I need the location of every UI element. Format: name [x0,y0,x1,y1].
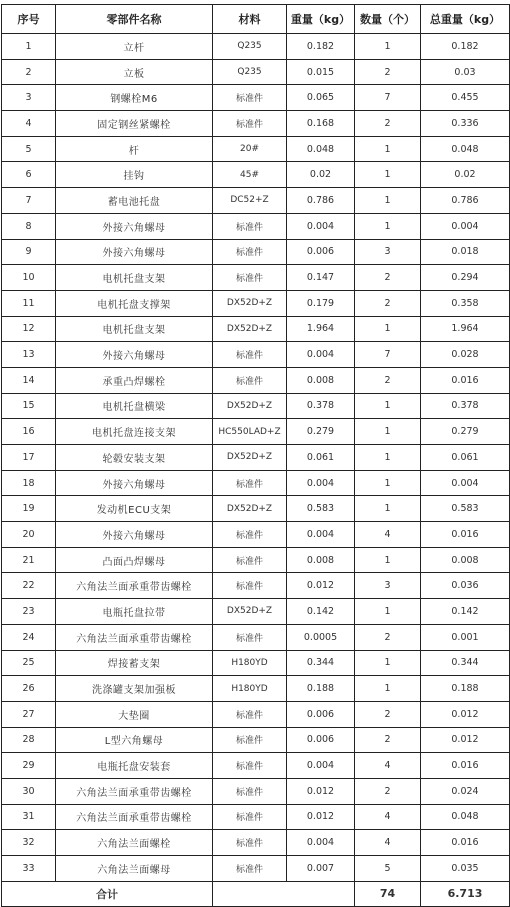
cell-index: 3 [2,85,56,111]
cell-part-name: 外接六角螺母 [56,342,213,368]
cell-index: 4 [2,111,56,137]
cell-unit-weight: 0.006 [287,727,355,753]
cell-material: DX52D+Z [213,393,287,419]
cell-material: DX52D+Z [213,496,287,522]
table-header-row [2,5,510,34]
cell-unit-weight: 0.061 [287,445,355,471]
cell-index: 11 [2,290,56,316]
cell-index: 5 [2,136,56,162]
cell-total-weight: 0.344 [421,650,510,676]
cell-total-weight: 0.012 [421,727,510,753]
table-row [2,316,510,342]
cell-index: 13 [2,342,56,368]
table-row [2,239,510,265]
cell-total-weight: 0.336 [421,111,510,137]
cell-quantity: 2 [355,59,421,85]
cell-index: 30 [2,778,56,804]
cell-material: 标准件 [213,573,287,599]
cell-index: 8 [2,213,56,239]
cell-part-name: 电机托盘支架 [56,316,213,342]
cell-part-name: 外接六角螺母 [56,470,213,496]
cell-material: 标准件 [213,547,287,573]
cell-index: 9 [2,239,56,265]
cell-quantity: 2 [355,111,421,137]
cell-index: 14 [2,367,56,393]
cell-part-name: 杆 [56,136,213,162]
table-row [2,522,510,548]
cell-quantity: 1 [355,496,421,522]
cell-part-name: 外接六角螺母 [56,522,213,548]
cell-total-weight: 0.024 [421,778,510,804]
cell-index: 1 [2,34,56,60]
cell-material: 标准件 [213,856,287,882]
table-row [2,59,510,85]
cell-total-weight: 0.004 [421,470,510,496]
cell-quantity: 1 [355,213,421,239]
total-blank [213,881,355,906]
cell-unit-weight: 0.065 [287,85,355,111]
cell-quantity: 7 [355,342,421,368]
cell-part-name: 轮毂安装支架 [56,445,213,471]
table-body [2,34,510,882]
cell-part-name: 六角法兰面承重带齿螺栓 [56,624,213,650]
cell-part-name: 电机托盘支架 [56,265,213,291]
header-unit-weight: 重量（kg） [287,5,355,34]
table-row [2,136,510,162]
cell-index: 26 [2,676,56,702]
cell-index: 27 [2,701,56,727]
cell-material: 标准件 [213,470,287,496]
parts-weight-table [1,4,510,907]
cell-quantity: 1 [355,393,421,419]
table-row [2,830,510,856]
cell-part-name: 大垫圈 [56,701,213,727]
cell-unit-weight: 0.004 [287,470,355,496]
table-row [2,547,510,573]
cell-index: 17 [2,445,56,471]
cell-quantity: 1 [355,136,421,162]
cell-quantity: 2 [355,727,421,753]
cell-unit-weight: 0.006 [287,701,355,727]
cell-total-weight: 0.016 [421,753,510,779]
cell-total-weight: 0.583 [421,496,510,522]
cell-quantity: 2 [355,367,421,393]
cell-index: 19 [2,496,56,522]
cell-part-name: 钢螺栓M6 [56,85,213,111]
cell-index: 31 [2,804,56,830]
cell-index: 18 [2,470,56,496]
cell-material: H180YD [213,650,287,676]
cell-part-name: 外接六角螺母 [56,239,213,265]
cell-unit-weight: 0.378 [287,393,355,419]
cell-unit-weight: 1.964 [287,316,355,342]
cell-part-name: 凸面凸焊螺母 [56,547,213,573]
cell-quantity: 2 [355,701,421,727]
cell-quantity: 5 [355,856,421,882]
cell-total-weight: 0.358 [421,290,510,316]
cell-total-weight: 0.012 [421,701,510,727]
cell-index: 16 [2,419,56,445]
cell-total-weight: 0.048 [421,136,510,162]
cell-unit-weight: 0.012 [287,804,355,830]
cell-material: 标准件 [213,239,287,265]
cell-part-name: 立板 [56,59,213,85]
cell-quantity: 1 [355,419,421,445]
cell-quantity: 4 [355,522,421,548]
cell-quantity: 7 [355,85,421,111]
cell-part-name: 挂钩 [56,162,213,188]
cell-quantity: 4 [355,753,421,779]
total-quantity: 74 [355,881,421,906]
cell-material: DX52D+Z [213,290,287,316]
cell-material: 标准件 [213,522,287,548]
cell-quantity: 1 [355,188,421,214]
cell-material: 45# [213,162,287,188]
table-row [2,111,510,137]
cell-quantity: 1 [355,650,421,676]
table-row [2,624,510,650]
table-row [2,496,510,522]
cell-quantity: 4 [355,830,421,856]
cell-material: HC550LAD+Z [213,419,287,445]
cell-material: 标准件 [213,804,287,830]
cell-unit-weight: 0.008 [287,547,355,573]
cell-unit-weight: 0.188 [287,676,355,702]
cell-index: 15 [2,393,56,419]
cell-material: 标准件 [213,213,287,239]
table-row [2,856,510,882]
cell-index: 33 [2,856,56,882]
cell-index: 22 [2,573,56,599]
cell-material: Q235 [213,59,287,85]
cell-unit-weight: 0.182 [287,34,355,60]
cell-unit-weight: 0.168 [287,111,355,137]
cell-index: 10 [2,265,56,291]
cell-quantity: 2 [355,624,421,650]
cell-total-weight: 0.03 [421,59,510,85]
header-part-name: 零部件名称 [56,5,213,34]
cell-part-name: 六角法兰面螺栓 [56,830,213,856]
cell-index: 23 [2,599,56,625]
table-row [2,573,510,599]
cell-index: 20 [2,522,56,548]
table-row [2,419,510,445]
cell-unit-weight: 0.004 [287,522,355,548]
table-row [2,188,510,214]
cell-index: 25 [2,650,56,676]
cell-unit-weight: 0.786 [287,188,355,214]
header-material: 材料 [213,5,287,34]
cell-total-weight: 1.964 [421,316,510,342]
cell-unit-weight: 0.142 [287,599,355,625]
cell-total-weight: 0.016 [421,522,510,548]
table-row [2,265,510,291]
table-row [2,753,510,779]
cell-part-name: 电机托盘横梁 [56,393,213,419]
cell-part-name: 焊接蓄支架 [56,650,213,676]
cell-total-weight: 0.061 [421,445,510,471]
cell-quantity: 1 [355,162,421,188]
cell-total-weight: 0.004 [421,213,510,239]
cell-quantity: 1 [355,470,421,496]
cell-total-weight: 0.378 [421,393,510,419]
cell-material: DX52D+Z [213,599,287,625]
cell-material: 标准件 [213,753,287,779]
cell-quantity: 1 [355,445,421,471]
table-row [2,85,510,111]
cell-material: 标准件 [213,111,287,137]
cell-total-weight: 0.008 [421,547,510,573]
table-row [2,676,510,702]
cell-unit-weight: 0.004 [287,213,355,239]
cell-material: DX52D+Z [213,316,287,342]
header-total-weight: 总重量（kg） [421,5,510,34]
cell-quantity: 2 [355,265,421,291]
cell-index: 2 [2,59,56,85]
cell-part-name: 电瓶托盘安装套 [56,753,213,779]
cell-total-weight: 0.02 [421,162,510,188]
cell-part-name: 六角法兰面承重带齿螺栓 [56,778,213,804]
cell-total-weight: 0.016 [421,830,510,856]
cell-quantity: 2 [355,778,421,804]
cell-material: 标准件 [213,367,287,393]
table-row [2,650,510,676]
table-row [2,367,510,393]
table-row [2,599,510,625]
cell-material: 标准件 [213,830,287,856]
table-row [2,470,510,496]
cell-total-weight: 0.035 [421,856,510,882]
cell-part-name: 外接六角螺母 [56,213,213,239]
cell-material: 标准件 [213,701,287,727]
cell-material: 标准件 [213,342,287,368]
cell-unit-weight: 0.008 [287,367,355,393]
cell-part-name: 六角法兰面承重带齿螺栓 [56,804,213,830]
cell-unit-weight: 0.012 [287,573,355,599]
cell-part-name: 立杆 [56,34,213,60]
table-row [2,34,510,60]
cell-unit-weight: 0.004 [287,830,355,856]
cell-unit-weight: 0.007 [287,856,355,882]
cell-quantity: 2 [355,290,421,316]
cell-part-name: 蓄电池托盘 [56,188,213,214]
table-row [2,393,510,419]
cell-quantity: 4 [355,804,421,830]
total-weight: 6.713 [421,881,510,906]
cell-total-weight: 0.048 [421,804,510,830]
cell-material: 标准件 [213,624,287,650]
cell-index: 21 [2,547,56,573]
cell-total-weight: 0.182 [421,34,510,60]
cell-quantity: 1 [355,316,421,342]
cell-part-name: L型六角螺母 [56,727,213,753]
cell-total-weight: 0.455 [421,85,510,111]
table-row [2,445,510,471]
header-index: 序号 [2,5,56,34]
cell-index: 6 [2,162,56,188]
cell-unit-weight: 0.02 [287,162,355,188]
cell-part-name: 固定钢丝紧螺栓 [56,111,213,137]
cell-material: DX52D+Z [213,445,287,471]
table-row [2,727,510,753]
cell-total-weight: 0.001 [421,624,510,650]
cell-part-name: 六角法兰面承重带齿螺栓 [56,573,213,599]
cell-part-name: 六角法兰面螺母 [56,856,213,882]
cell-material: 标准件 [213,778,287,804]
cell-part-name: 洗涤罐支架加强板 [56,676,213,702]
cell-quantity: 1 [355,547,421,573]
cell-quantity: 1 [355,599,421,625]
cell-quantity: 1 [355,676,421,702]
table-row [2,701,510,727]
header-quantity: 数量（个） [355,5,421,34]
cell-total-weight: 0.016 [421,367,510,393]
cell-unit-weight: 0.006 [287,239,355,265]
cell-unit-weight: 0.344 [287,650,355,676]
cell-unit-weight: 0.048 [287,136,355,162]
cell-total-weight: 0.188 [421,676,510,702]
total-row [2,881,510,906]
cell-part-name: 承重凸焊螺栓 [56,367,213,393]
cell-total-weight: 0.279 [421,419,510,445]
table-row [2,290,510,316]
cell-unit-weight: 0.147 [287,265,355,291]
cell-quantity: 3 [355,239,421,265]
cell-total-weight: 0.294 [421,265,510,291]
cell-index: 32 [2,830,56,856]
cell-quantity: 1 [355,34,421,60]
cell-part-name: 电机托盘支撑架 [56,290,213,316]
cell-material: DC52+Z [213,188,287,214]
cell-total-weight: 0.028 [421,342,510,368]
cell-unit-weight: 0.004 [287,342,355,368]
cell-unit-weight: 0.0005 [287,624,355,650]
cell-unit-weight: 0.015 [287,59,355,85]
cell-index: 7 [2,188,56,214]
cell-total-weight: 0.036 [421,573,510,599]
table-row [2,804,510,830]
cell-material: 标准件 [213,85,287,111]
cell-total-weight: 0.142 [421,599,510,625]
cell-total-weight: 0.786 [421,188,510,214]
cell-index: 12 [2,316,56,342]
cell-index: 24 [2,624,56,650]
cell-material: 标准件 [213,265,287,291]
cell-index: 29 [2,753,56,779]
cell-total-weight: 0.018 [421,239,510,265]
total-label: 合计 [2,881,213,906]
table-row [2,778,510,804]
cell-index: 28 [2,727,56,753]
cell-part-name: 电瓶托盘拉带 [56,599,213,625]
table-row [2,342,510,368]
cell-unit-weight: 0.004 [287,753,355,779]
table-row [2,162,510,188]
cell-unit-weight: 0.012 [287,778,355,804]
table-row [2,213,510,239]
cell-part-name: 电机托盘连接支架 [56,419,213,445]
cell-material: H180YD [213,676,287,702]
cell-quantity: 3 [355,573,421,599]
cell-material: 标准件 [213,727,287,753]
cell-unit-weight: 0.583 [287,496,355,522]
cell-material: Q235 [213,34,287,60]
cell-part-name: 发动机ECU支架 [56,496,213,522]
cell-material: 20# [213,136,287,162]
cell-unit-weight: 0.279 [287,419,355,445]
cell-unit-weight: 0.179 [287,290,355,316]
